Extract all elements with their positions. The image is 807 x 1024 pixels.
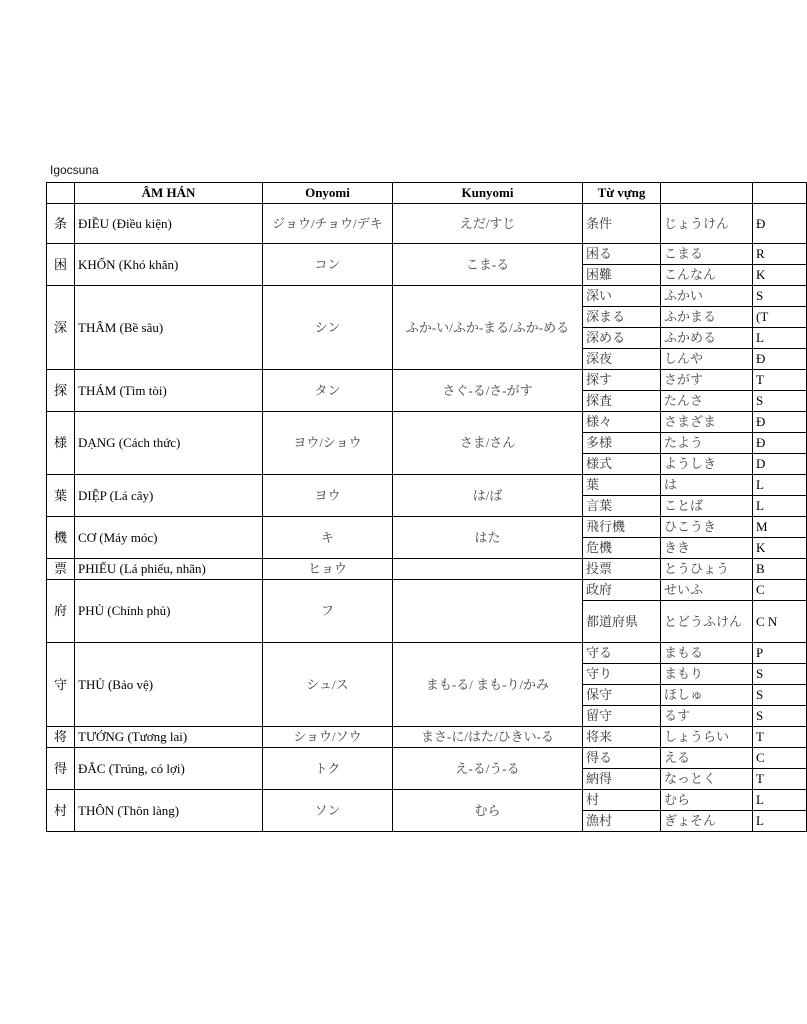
header-kunyomi: Kunyomi <box>393 183 583 204</box>
kunyomi-cell: さぐ-る/さ-がす <box>393 370 583 412</box>
kanji-cell: 得 <box>47 748 75 790</box>
vocab-meaning-cell: T <box>753 727 807 748</box>
header-vocab: Từ vựng <box>583 183 661 204</box>
header-meaning <box>753 183 807 204</box>
kunyomi-cell: ふか-い/ふか-まる/ふか-める <box>393 286 583 370</box>
onyomi-cell: トク <box>263 748 393 790</box>
vocab-meaning-cell: Đ <box>753 412 807 433</box>
onyomi-cell: キ <box>263 517 393 559</box>
vocab-word-cell: 葉 <box>583 475 661 496</box>
vocab-reading-cell: ひこうき <box>661 517 753 538</box>
kanji-cell: 深 <box>47 286 75 370</box>
table-row <box>47 244 807 265</box>
vocab-reading-cell: とどうふけん <box>661 601 753 643</box>
onyomi-cell: ジョウ/チョウ/デキ <box>263 204 393 244</box>
vocab-word-cell: 村 <box>583 790 661 811</box>
kunyomi-cell: は/ば <box>393 475 583 517</box>
vocab-reading-cell: むら <box>661 790 753 811</box>
vocab-word-cell: 言葉 <box>583 496 661 517</box>
han-viet-cell: PHIẾU (Lá phiếu, nhãn) <box>75 559 263 580</box>
onyomi-cell: フ <box>263 580 393 643</box>
vocab-reading-cell: こまる <box>661 244 753 265</box>
vocab-reading-cell: じょうけん <box>661 204 753 244</box>
vocab-reading-cell: せいふ <box>661 580 753 601</box>
vocab-meaning-cell: M <box>753 517 807 538</box>
header-onyomi: Onyomi <box>263 183 393 204</box>
vocab-meaning-cell: S <box>753 664 807 685</box>
kanji-cell: 探 <box>47 370 75 412</box>
vocab-meaning-cell: L <box>753 790 807 811</box>
vocab-meaning-cell: S <box>753 706 807 727</box>
kanji-cell: 守 <box>47 643 75 727</box>
onyomi-cell: ヒョウ <box>263 559 393 580</box>
table-row <box>47 517 807 538</box>
vocab-word-cell: 深まる <box>583 307 661 328</box>
han-viet-cell: THÂM (Bề sâu) <box>75 286 263 370</box>
vocab-word-cell: 将来 <box>583 727 661 748</box>
vocab-word-cell: 投票 <box>583 559 661 580</box>
vocab-word-cell: 漁村 <box>583 811 661 832</box>
table-row <box>47 370 807 391</box>
han-viet-cell: DẠNG (Cách thức) <box>75 412 263 475</box>
vocab-meaning-cell: S <box>753 391 807 412</box>
onyomi-cell: ヨウ <box>263 475 393 517</box>
vocab-reading-cell: たよう <box>661 433 753 454</box>
kunyomi-cell: こま-る <box>393 244 583 286</box>
han-viet-cell: THỦ (Bảo vệ) <box>75 643 263 727</box>
vocab-reading-cell: まもり <box>661 664 753 685</box>
vocab-reading-cell: しょうらい <box>661 727 753 748</box>
vocab-word-cell: 深める <box>583 328 661 349</box>
vocab-word-cell: 困る <box>583 244 661 265</box>
vocab-reading-cell: える <box>661 748 753 769</box>
kanji-table <box>46 182 807 832</box>
table-row <box>47 286 807 307</box>
table-row <box>47 643 807 664</box>
table-row <box>47 748 807 769</box>
han-viet-cell: THÁM (Tìm tòi) <box>75 370 263 412</box>
han-viet-cell: PHỦ (Chính phủ) <box>75 580 263 643</box>
kanji-cell: 困 <box>47 244 75 286</box>
vocab-reading-cell: は <box>661 475 753 496</box>
han-viet-cell: TƯỚNG (Tương lai) <box>75 727 263 748</box>
vocab-word-cell: 留守 <box>583 706 661 727</box>
header-am-han: ÂM HÁN <box>75 183 263 204</box>
header-row <box>47 183 807 204</box>
vocab-meaning-cell: R <box>753 244 807 265</box>
kanji-cell: 将 <box>47 727 75 748</box>
vocab-word-cell: 困難 <box>583 265 661 286</box>
vocab-word-cell: 飛行機 <box>583 517 661 538</box>
kanji-cell: 機 <box>47 517 75 559</box>
vocab-word-cell: 守る <box>583 643 661 664</box>
table-row <box>47 727 807 748</box>
vocab-meaning-cell: D <box>753 454 807 475</box>
vocab-meaning-cell: T <box>753 769 807 790</box>
vocab-reading-cell: ぎょそん <box>661 811 753 832</box>
vocab-word-cell: 探査 <box>583 391 661 412</box>
vocab-word-cell: 守り <box>583 664 661 685</box>
vocab-meaning-cell: L <box>753 811 807 832</box>
kunyomi-cell: え-る/う-る <box>393 748 583 790</box>
vocab-reading-cell: ようしき <box>661 454 753 475</box>
header-reading <box>661 183 753 204</box>
vocab-reading-cell: さまざま <box>661 412 753 433</box>
kanji-cell: 様 <box>47 412 75 475</box>
han-viet-cell: THÔN (Thôn làng) <box>75 790 263 832</box>
table-row <box>47 475 807 496</box>
kanji-cell: 府 <box>47 580 75 643</box>
kanji-cell: 村 <box>47 790 75 832</box>
vocab-reading-cell: きき <box>661 538 753 559</box>
vocab-word-cell: 危機 <box>583 538 661 559</box>
onyomi-cell: シュ/ス <box>263 643 393 727</box>
kunyomi-cell <box>393 580 583 643</box>
vocab-word-cell: 探す <box>583 370 661 391</box>
han-viet-cell: CƠ (Máy móc) <box>75 517 263 559</box>
vocab-word-cell: 保守 <box>583 685 661 706</box>
vocab-meaning-cell: C N <box>753 601 807 643</box>
han-viet-cell: ĐIỀU (Điều kiện) <box>75 204 263 244</box>
vocab-meaning-cell: S <box>753 685 807 706</box>
han-viet-cell: KHỐN (Khó khăn) <box>75 244 263 286</box>
kanji-cell: 条 <box>47 204 75 244</box>
vocab-meaning-cell: P <box>753 643 807 664</box>
vocab-meaning-cell: T <box>753 370 807 391</box>
vocab-word-cell: 納得 <box>583 769 661 790</box>
vocab-reading-cell: ことば <box>661 496 753 517</box>
onyomi-cell: タン <box>263 370 393 412</box>
table-row <box>47 790 807 811</box>
table-row <box>47 204 807 244</box>
onyomi-cell: コン <box>263 244 393 286</box>
kanji-cell: 票 <box>47 559 75 580</box>
vocab-meaning-cell: (T <box>753 307 807 328</box>
vocab-word-cell: 条件 <box>583 204 661 244</box>
han-viet-cell: ĐẮC (Trúng, có lợi) <box>75 748 263 790</box>
kanji-cell: 葉 <box>47 475 75 517</box>
vocab-word-cell: 多様 <box>583 433 661 454</box>
table-row <box>47 580 807 601</box>
header-kanji <box>47 183 75 204</box>
vocab-meaning-cell: K <box>753 538 807 559</box>
kunyomi-cell: さま/さん <box>393 412 583 475</box>
onyomi-cell: ヨウ/ショウ <box>263 412 393 475</box>
vocab-word-cell: 得る <box>583 748 661 769</box>
vocab-reading-cell: とうひょう <box>661 559 753 580</box>
vocab-meaning-cell: C <box>753 748 807 769</box>
vocab-reading-cell: るす <box>661 706 753 727</box>
onyomi-cell: ショウ/ソウ <box>263 727 393 748</box>
vocab-reading-cell: ふかまる <box>661 307 753 328</box>
vocab-word-cell: 政府 <box>583 580 661 601</box>
vocab-reading-cell: ほしゅ <box>661 685 753 706</box>
vocab-meaning-cell: Đ <box>753 349 807 370</box>
vocab-meaning-cell: L <box>753 475 807 496</box>
vocab-meaning-cell: C <box>753 580 807 601</box>
vocab-meaning-cell: Đ <box>753 204 807 244</box>
kunyomi-cell: まも-る/ まも-り/かみ <box>393 643 583 727</box>
kunyomi-cell: はた <box>393 517 583 559</box>
vocab-reading-cell: なっとく <box>661 769 753 790</box>
vocab-reading-cell: ふかい <box>661 286 753 307</box>
vocab-meaning-cell: K <box>753 265 807 286</box>
vocab-reading-cell: こんなん <box>661 265 753 286</box>
vocab-reading-cell: まもる <box>661 643 753 664</box>
vocab-reading-cell: しんや <box>661 349 753 370</box>
vocab-word-cell: 深い <box>583 286 661 307</box>
page-header: Igocsuna <box>50 163 99 177</box>
onyomi-cell: シン <box>263 286 393 370</box>
vocab-word-cell: 様々 <box>583 412 661 433</box>
kunyomi-cell <box>393 559 583 580</box>
vocab-word-cell: 都道府県 <box>583 601 661 643</box>
vocab-meaning-cell: L <box>753 496 807 517</box>
vocab-reading-cell: たんさ <box>661 391 753 412</box>
vocab-meaning-cell: L <box>753 328 807 349</box>
kunyomi-cell: むら <box>393 790 583 832</box>
vocab-reading-cell: ふかめる <box>661 328 753 349</box>
vocab-meaning-cell: Đ <box>753 433 807 454</box>
han-viet-cell: DIỆP (Lá cây) <box>75 475 263 517</box>
vocab-meaning-cell: B <box>753 559 807 580</box>
vocab-word-cell: 深夜 <box>583 349 661 370</box>
vocab-word-cell: 様式 <box>583 454 661 475</box>
vocab-reading-cell: さがす <box>661 370 753 391</box>
table-row <box>47 559 807 580</box>
onyomi-cell: ソン <box>263 790 393 832</box>
vocab-meaning-cell: S <box>753 286 807 307</box>
kunyomi-cell: えだ/すじ <box>393 204 583 244</box>
table-row <box>47 412 807 433</box>
kunyomi-cell: まさ-に/はた/ひきい-る <box>393 727 583 748</box>
